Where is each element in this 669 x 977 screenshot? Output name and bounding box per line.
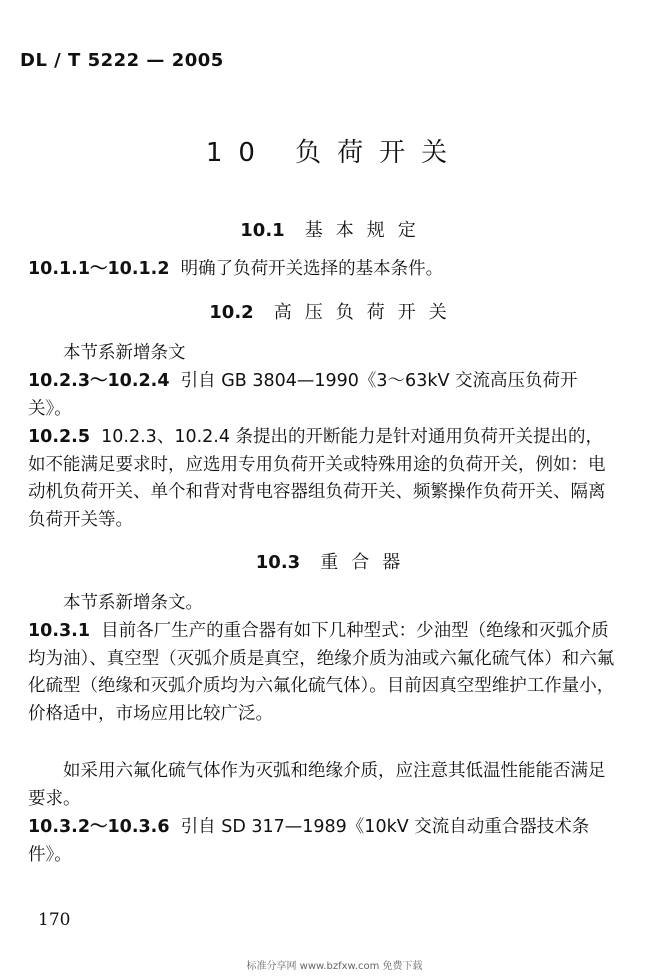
clause-10-3-2 [28,814,618,869]
clause-10-1-1 [28,256,618,284]
document-code: DL / T 5222 — 2005 [20,50,224,71]
section-title: 重合器 [320,552,414,573]
clause-10-2-5 [28,424,618,534]
page-number: 170 [38,910,71,930]
clause-label: 10.1.1～10.1.2 [28,259,170,279]
clause-label: 10.2.5 [28,427,91,447]
section-note: 本节系新增条文 [63,343,186,363]
chapter-title: 10 负荷开关 [205,138,464,168]
clause-text: 目前各厂生产的重合器有如下几种型式：少油型（绝缘和灭弧介质均为油）、真空型（灭弧介质是真空，绝缘介质为油或六氟化硫气体）和六氟化硫型（绝缘和灭弧介质均为六氟化硫气体）。目前因真空型维护工作量小，价格适中，市场应用比较广泛。 [28,621,615,724]
clause-text: 明确了负荷开关选择的基本条件。 [180,259,444,279]
section-number: 10.3 [255,552,301,573]
clause-text: 引自 SD 317—1989《10kV 交流自动重合器技术条件》。 [28,817,590,865]
section-heading-10-3 [0,548,669,574]
section-title: 基本规定 [304,220,429,241]
section-heading-10-1 [0,216,669,242]
clause-label: 10.2.3～10.2.4 [28,371,170,391]
section-title: 高压负荷开关 [273,302,460,323]
clause-paragraph: 如采用六氟化硫气体作为灭弧和绝缘介质，应注意其低温性能能否满足要求。 [28,761,606,809]
clause-text: 引自 GB 3804—1990《3～63kV 交流高压负荷开关》。 [28,371,578,419]
clause-10-3-1 [28,618,618,728]
section-note: 本节系新增条文。 [63,593,203,613]
clause-text: 10.2.3、10.2.4 条提出的开断能力是针对通用负荷开关提出的，如不能满足要求时，应选用专用负荷开关或特殊用途的负荷开关，例如：电动机负荷开关、单个和背对背电容器组负荷开关、频繁操作负荷开关、隔离负荷开关等。 [28,427,606,530]
section-number: 10.1 [240,220,285,241]
clause-10-2-3 [28,368,618,423]
section-number: 10.2 [209,302,254,323]
section-heading-10-2 [0,298,669,324]
watermark-footer: 标准分享网 www.bzfxw.com 免费下载 [246,961,423,972]
clause-label: 10.3.2～10.3.6 [28,817,170,837]
clause-label: 10.3.1 [28,621,91,641]
